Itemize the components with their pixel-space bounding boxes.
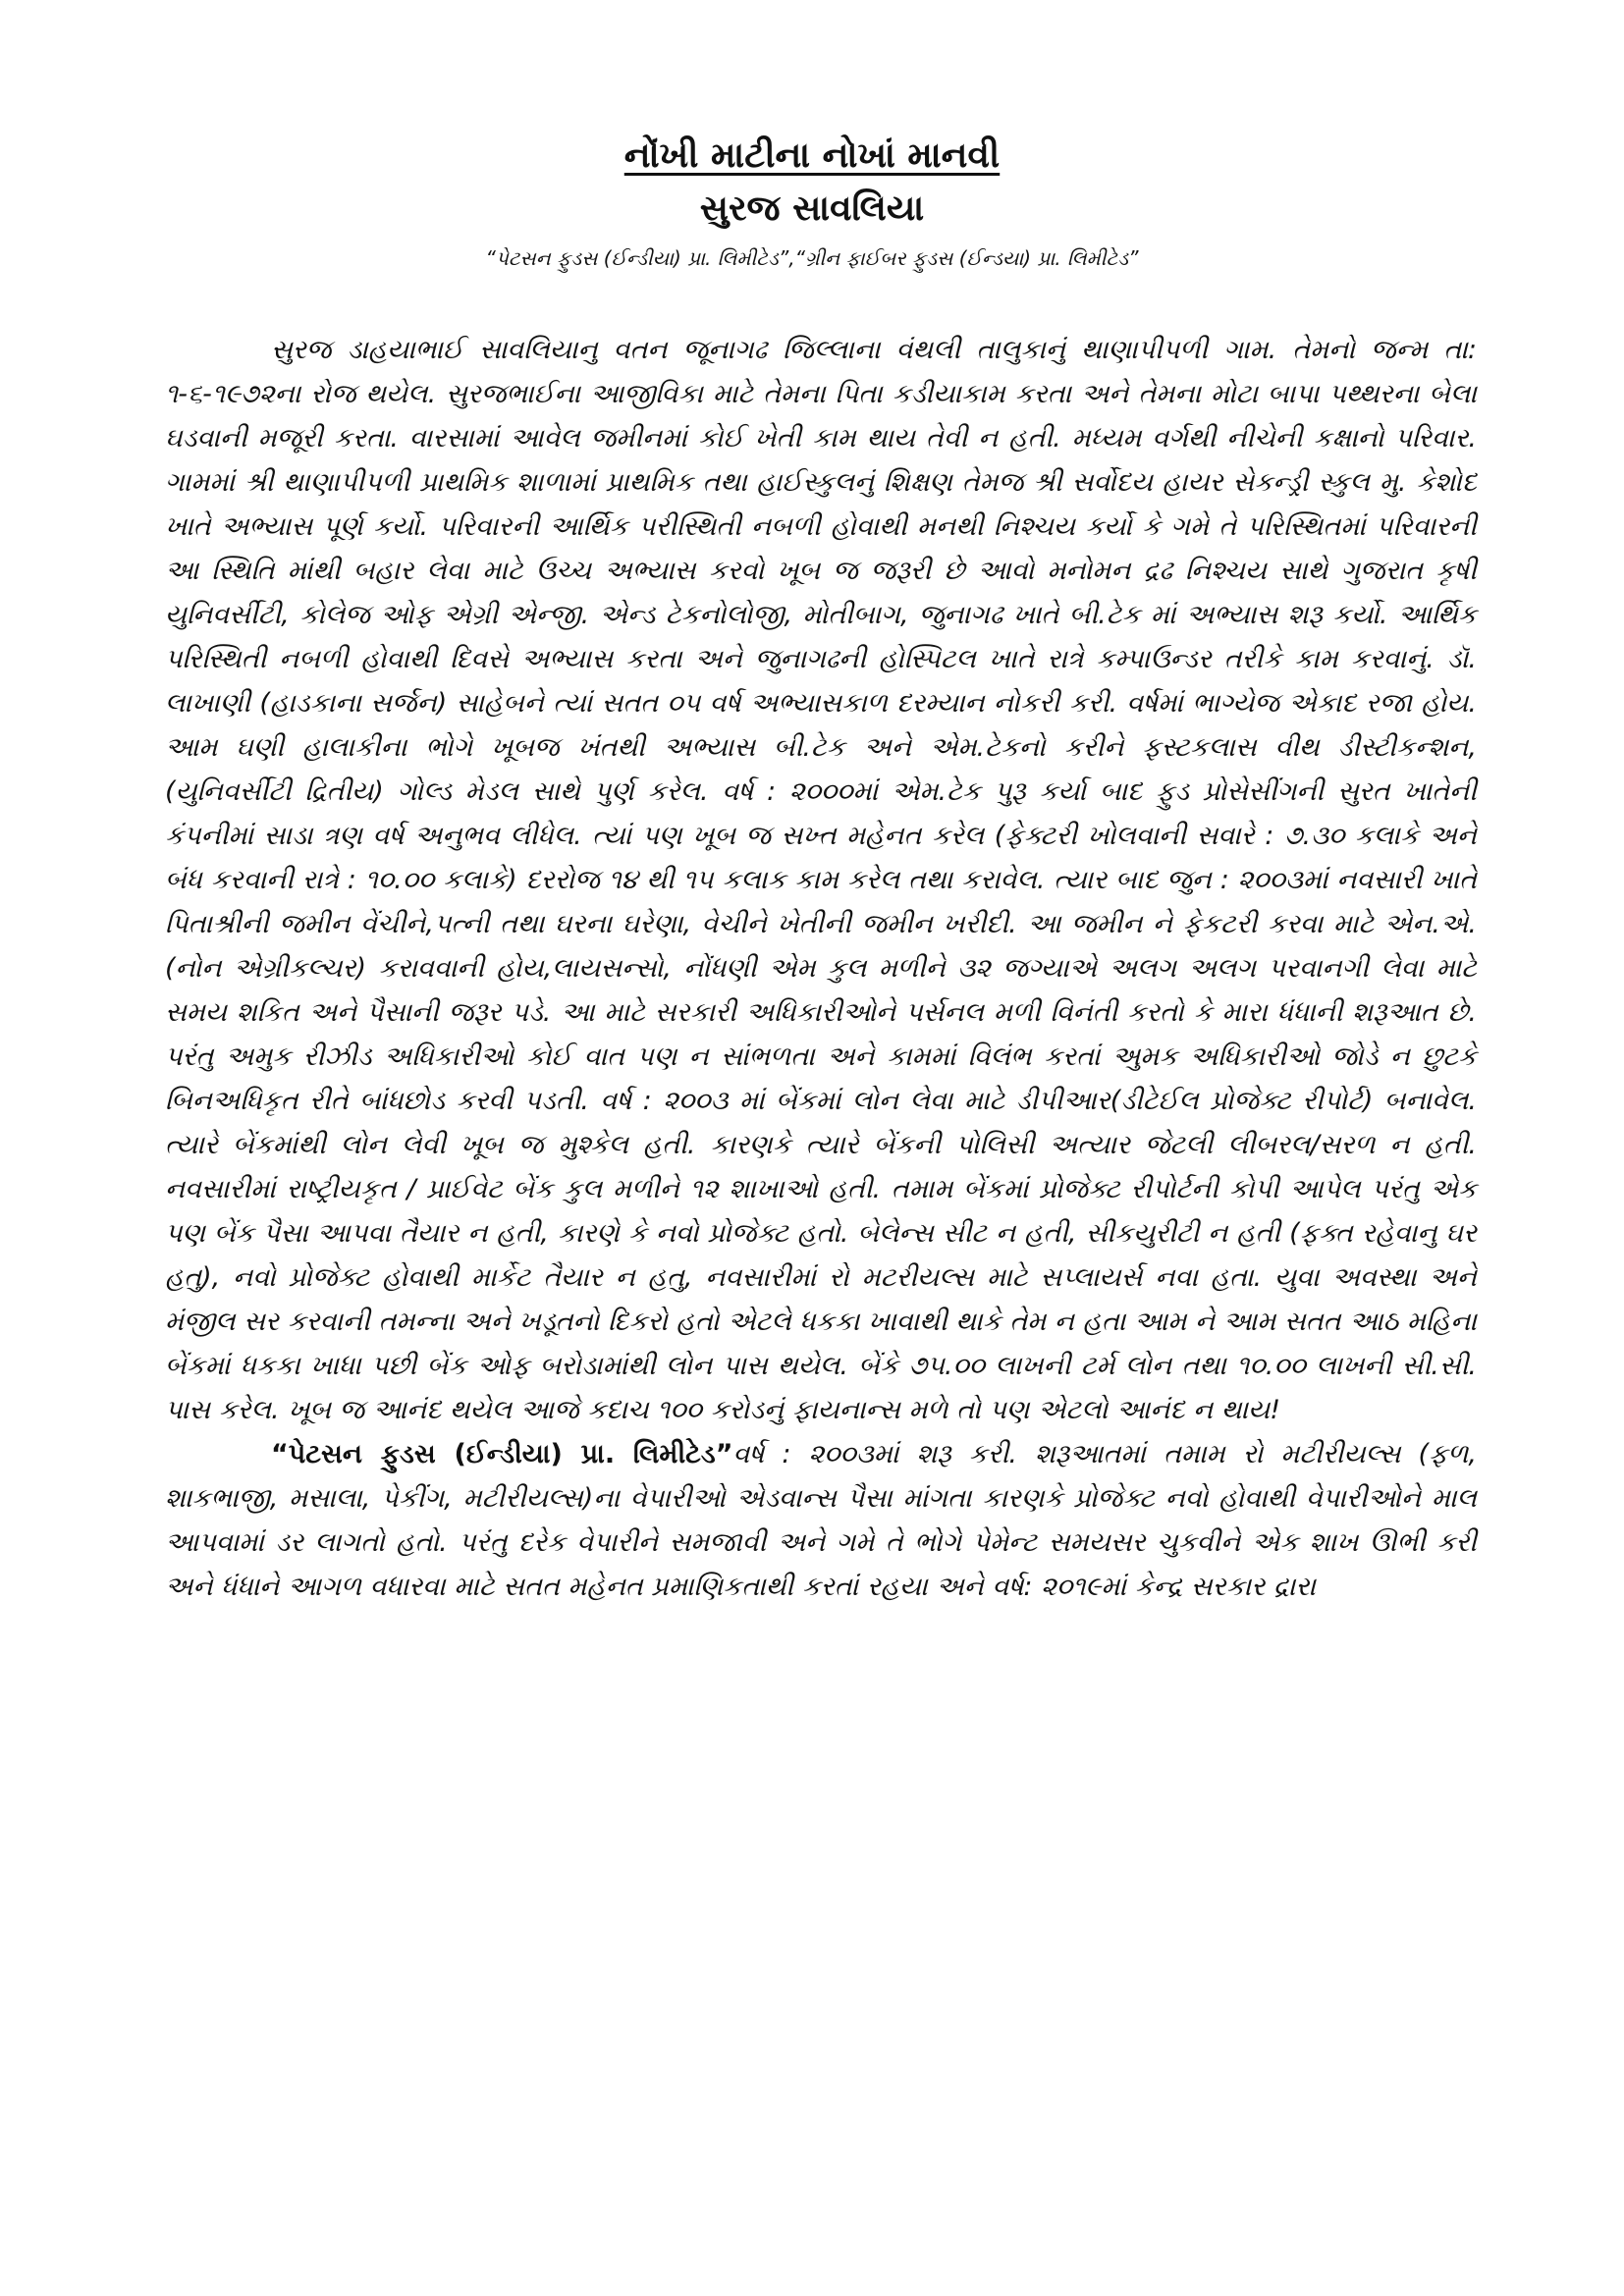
paragraph-biography: સુરજ ડાહયાભાઈ સાવલિયાનુ વતન જૂનાગઢ જિલ્લાના વંથલી તાલુકાનું થાણાપીપળી ગામ. તેમનો જન્મ તા: ૧-૬-૧૯૭૨ના રોજ થયેલ. સુરજભાઈના આજીવિકા માટે તેમના પિતા કડીયાકામ કરતા અને તેમના મોટા બાપા પથ્થરના બેલા ઘડવાની મજૂરી કરતા. વારસામાં આવેલ જમીનમાં કોઈ ખેતી કામ થાય તેવી ન હતી. મધ્યમ વર્ગથી નીચેની કક્ષાનો પરિવાર. ગામમાં શ્રી થાણાપીપળી પ્રાથમિક શાળામાં પ્રાથમિક તથા હાઈસ્કુલનું શિક્ષણ તેમજ શ્રી સર્વોદય હાયર સેકન્ડ્રી સ્કુલ મુ. કેશોદ ખાતે અભ્યાસ પૂર્ણ કર્યો. પરિવારની આર્થિક પરીસ્થિતી નબળી હોવાથી મનથી નિશ્ચય કર્યો કે ગમે તે પરિસ્થિતમાં પરિવારની આ સ્થિતિ માંથી બહાર લેવા માટે ઉચ્ચ અભ્યાસ કરવો ખૂબ જ જરૂરી છે આવો મનોમન દ્રઢ નિશ્ચય સાથે ગુજરાત કૃષી યુનિવર્સીટી, કોલેજ ઓફ એગ્રી એન્જી. એન્ડ ટેકનોલોજી, મોતીબાગ, જુનાગઢ ખાતે બી.ટેક માં અભ્યાસ શરૂ કર્યો. આર્થિક પરિસ્થિતી નબળી હોવાથી દિવસે અભ્યાસ કરતા અને જુનાગઢની હોસ્પિટલ ખાતે રાત્રે કમ્પાઉન્ડર તરીકે કામ કરવાનું. ડૉ. લાખાણી (હાડકાના સર્જન) સાહેબને ત્યાં સતત ૦૫ વર્ષ અભ્યાસકાળ દરમ્યાન નોકરી કરી. વર્ષમાં ભાગ્યેજ એકાદ રજા હોય. આમ ઘણી હાલાકીના ભોગે ખૂબજ ખંતથી અભ્યાસ બી.ટેક અને એમ.ટેકનો કરીને ફસ્ટકલાસ વીથ ડીસ્ટીકન્શન, (યુનિવર્સીટી દ્રિતીય) ગોલ્ડ મેડલ સાથે પુર્ણ કરેલ. વર્ષ : ૨૦૦૦માં એમ.ટેક પુરૂ કર્યા બાદ ફુડ પ્રોસેસીંગની સુરત ખાતેની કંપનીમાં સાડા ત્રણ વર્ષ અનુભવ લીધેલ. ત્યાં પણ ખૂબ જ સખ્ત મહેનત કરેલ (ફેક્ટરી ખોલવાની સવારે : ૭.૩૦ કલાકે અને બંધ કરવાની રાત્રે : ૧૦.૦૦ કલાકે) દરરોજ ૧૪ થી ૧૫ કલાક કામ કરેલ તથા કરાવેલ. ત્યાર બાદ જુન : ૨૦૦૩માં નવસારી ખાતે પિતાશ્રીની જમીન વેંચીને,પત્ની તથા ઘરના ઘરેણા, વેચીને ખેતીની જમીન ખરીદી. આ જમીન ને ફેકટરી કરવા માટે એન.એ. (નોન એગ્રીકલ્ચર) કરાવવાની હોય,લાયસન્સો, નોંધણી એમ કુલ મળીને ૩૨ જગ્યાએ અલગ અલગ પરવાનગી લેવા માટે સમય શકિત અને પૈસાની જરૂર પડે. આ માટે સરકારી અધિકારીઓને પર્સનલ મળી વિનંતી કરતો કે મારા ધંધાની શરૂઆત છે. પરંતુ અમુક રીઝીડ અધિકારીઓ કોઈ વાત પણ ન સાંભળતા અને કામમાં વિલંભ કરતાં અુમક અધિકારીઓ જોડે ન છુટકે બિનઅધિકૃત રીતે બાંધછોડ કરવી પડતી. વર્ષ : ૨૦૦૩ માં બેંકમાં લોન લેવા માટે ડીપીઆર(ડીટેઈલ પ્રોજેક્ટ રીપોર્ટ) બનાવેલ. ત્યારે બેંકમાંથી લોન લેવી ખૂબ જ મુશ્કેલ હતી. કારણકે ત્યારે બેંકની પોલિસી અત્યાર જેટલી લીબરલ/સરળ ન હતી. નવસારીમાં રાષ્ટ્રીયકૃત / પ્રાઈવેટ બેંક કુલ મળીને ૧૨ શાખાઓ હતી. તમામ બેંકમાં પ્રોજેક્ટ રીપોર્ટની કોપી આપેલ પરંતુ એક પણ બેંક પૈસા આપવા તૈયાર ન હતી, કારણે કે નવો પ્રોજેક્ટ હતો. બેલેન્સ સીટ ન હતી, સીકયુરીટી ન હતી (ફક્ત રહેવાનુ ઘર હતુ), નવો પ્રોજેક્ટ હોવાથી માર્કેટ તૈયાર ન હતુ, નવસારીમાં રો મટરીયલ્સ માટે સપ્લાયર્સ નવા હતા. યુવા અવસ્થા અને મંજીલ સર કરવાની તમન્ના અને ખડૂતનો દિકરો હતો એટલે ધકકા ખાવાથી થાકે તેમ ન હતા આમ ને આમ સતત આઠ મહિના બેંકમાં ધકકા ખાધા પછી બેંક ઓફ બરોડામાંથી લોન પાસ થયેલ. બેંકે ૭૫.૦૦ લાખની ટર્મ લોન તથા ૧૦.૦૦ લાખની સી.સી. પાસ કરેલ. ખૂબ જ આનંદ થયેલ આજે કદાચ ૧૦૦ કરોડનું ફાયનાન્સ મળે તો પણ એટલો આનંદ ન થાય! <box>165 335 1478 1425</box>
person-name-heading: સુરજ સાવલિયા <box>699 188 925 229</box>
document-title: નોંખી માટીના નોખાં માનવી <box>623 135 1001 176</box>
company-name-bold: “પેટસન ફુડસ (ઈન્ડીયા) પ્રા. લિમીટેડ” <box>271 1439 733 1469</box>
paragraph-company-history <box>165 1432 1477 1609</box>
article-body <box>165 328 1477 1609</box>
company-names-subtitle: “પેટસન ફુડસ (ઈન્ડીયા) પ્રા. લિમીટેડ”,“ગ્રીન ફાઈબર ફુડસ (ઈન્ડયા) પ્રા. લિમીટેડ” <box>485 246 1139 270</box>
paragraph-company-history-text: વર્ષ : ૨૦૦૩માં શરૂ કરી. શરૂઆતમાં તમામ રો મટીરીયલ્સ (ફળ, શાકભાજી, મસાલા, પેકીંગ, મટીરીયલ્સ)ના વેપારીઓ એડવાન્સ પૈસા માંગતા કારણકે પ્રોજેક્ટ નવો હોવાથી વેપારીઓને માલ આપવામાં ડર લાગતો હતો. પરંતુ દરેક વેપારીને સમજાવી અને ગમે તે ભોગે પેમેન્ટ સમયસર ચુકવીને એક શાખ ઊભી કરી અને ધંધાને આગળ વધારવા માટે સતત મહેનત પ્રમાણિકતાથી કરતાં રહયા અને વર્ષ: ૨૦૧૯માં કેન્દ્ર સરકાર દ્રારા <box>165 1439 1477 1602</box>
